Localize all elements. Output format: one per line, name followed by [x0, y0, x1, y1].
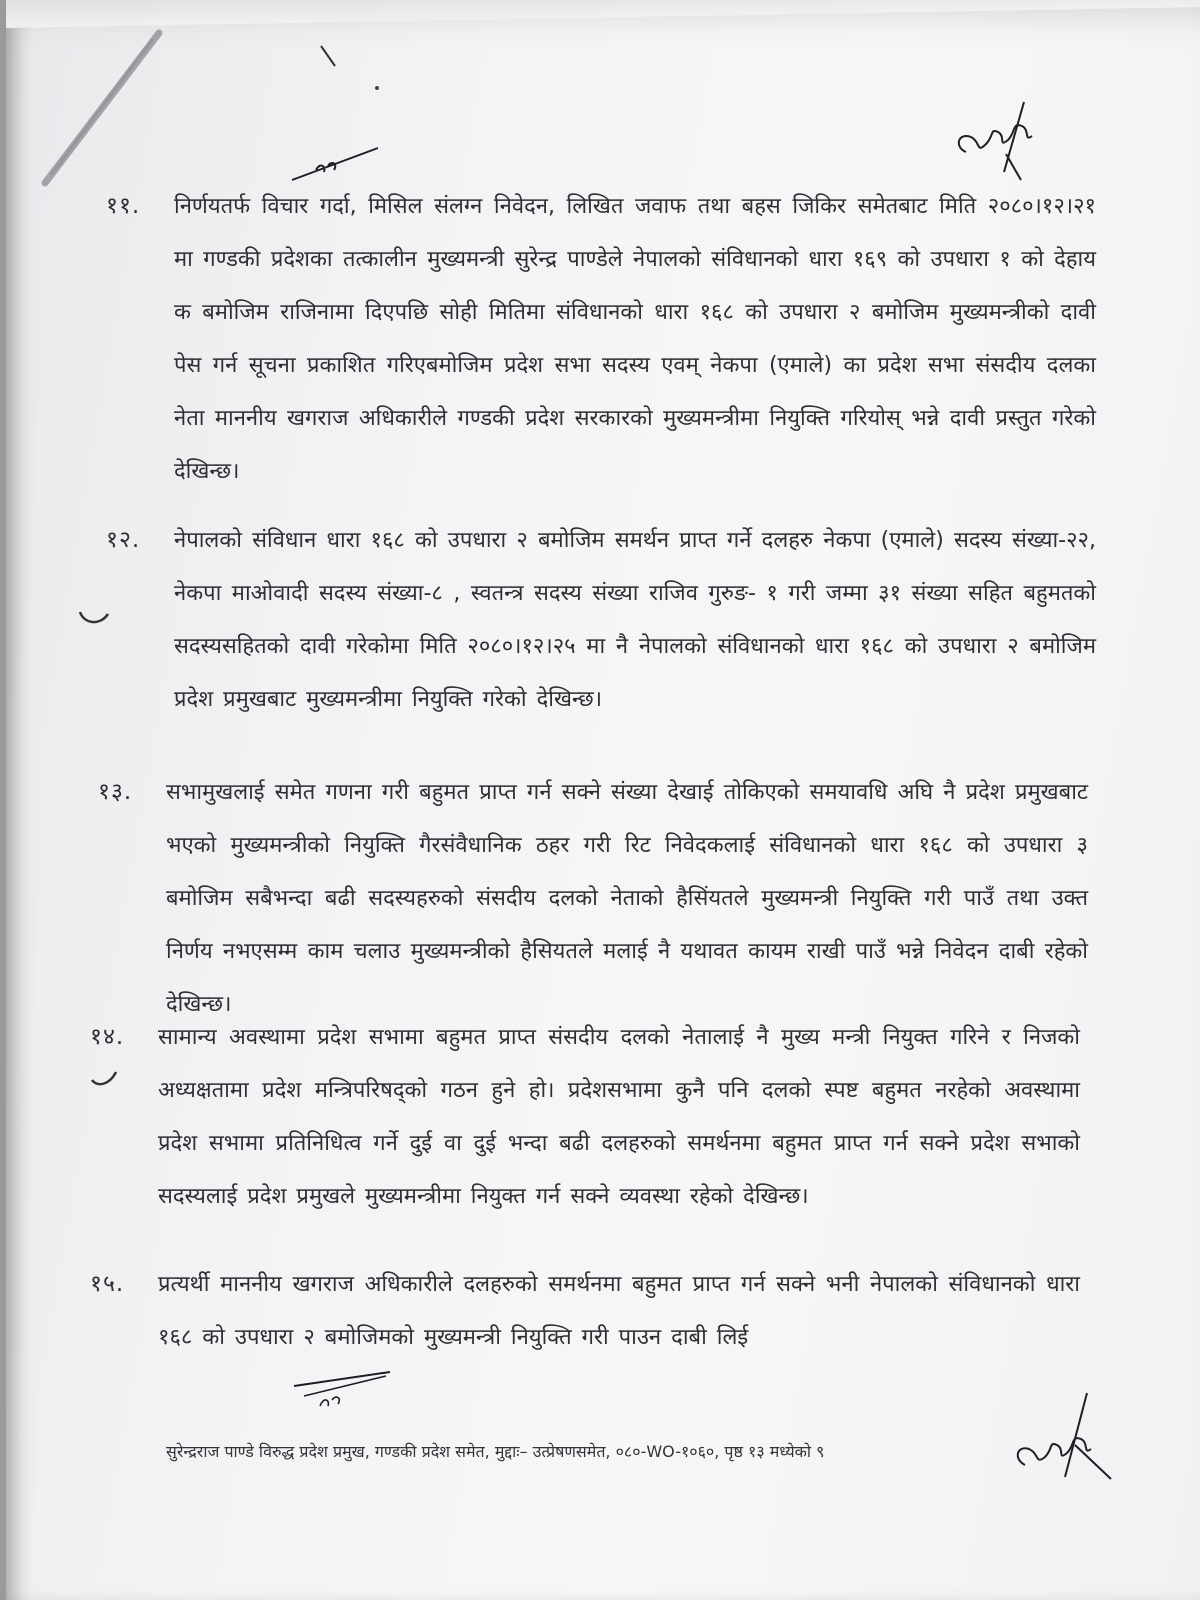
- paragraph-number: १५.: [90, 1271, 125, 1297]
- paragraph-number: १४.: [90, 1024, 125, 1050]
- pencil-stroke-mark: [31, 25, 171, 195]
- page-footer: सुरेन्द्रराज पाण्डे विरुद्ध प्रदेश प्रमुख, गण्डकी प्रदेश समेत, मुद्दाः– उत्प्रेषणसमेत, ०८०-WO-१०६०, पृष्ठ १३ मध्येको ९: [166, 1442, 825, 1461]
- paragraph-11: [106, 180, 1096, 498]
- paragraph-14: [90, 1011, 1080, 1223]
- paragraph-number: ११.: [106, 193, 141, 219]
- signature-top-right: [946, 92, 1046, 187]
- document-page: [6, 0, 1200, 1600]
- paragraph-text: नेपालको संविधान धारा १६८ को उपधारा २ बमोजिम समर्थन प्राप्त गर्ने दलहरु नेकपा (एमाले) सदस्य संख्या-२२, नेकपा माओवादी सदस्य संख्या-८ , स्वतन्त्र सदस्य संख्या राजिव गुरुङ- १ गरी जम्मा ३१ संख्या सहित बहुमतको सदस्यसहितको दावी गरेकोमा मिति २०८०।१२।२५ मा नै नेपालको संविधानको धारा १६८ को उपधारा २ बमोजिम प्रदेश प्रमुखबाट मुख्यमन्त्रीमा नियुक्ति गरेको देखिन्छ।: [174, 528, 1096, 712]
- paragraph-12: [106, 514, 1096, 726]
- paragraph-number: १२.: [106, 527, 141, 553]
- signature-bottom-right: [1011, 1385, 1121, 1485]
- paragraph-text: निर्णयतर्फ विचार गर्दा, मिसिल संलग्न निवेदन, लिखित जवाफ तथा बहस जिकिर समेतबाट मिति २०८०।१२।२१ मा गण्डकी प्रदेशका तत्कालीन मुख्यमन्त्री सुरेन्द्र पाण्डेले नेपालको संविधानको धारा १६९ को उपधारा १ को देहाय क बमोजिम राजिनामा दिएपछि सोही मितिमा संविधानको धारा १६८ को उपधारा २ बमोजिम मुख्यमन्त्रीको दावी पेस गर्न सूचना प्रकाशित गरिएबमोजिम प्रदेश सभा सदस्य एवम् नेकपा (एमाले) का प्रदेश सभा संसदीय दलका नेता माननीय खगराज अधिकारीले गण्डकी प्रदेश सरकारको मुख्यमन्त्रीमा नियुक्ति गरियोस् भन्ने दावी प्रस्तुत गरेको देखिन्छ।: [174, 194, 1096, 484]
- paragraph-text: प्रत्यर्थी माननीय खगराज अधिकारीले दलहरुको समर्थनमा बहुमत प्राप्त गर्न सक्ने भनी नेपालको संविधानको धारा १६८ को उपधारा २ बमोजिमको मुख्यमन्त्री नियुक्ति गरी पाउन दाबी लिई: [158, 1272, 1080, 1350]
- paragraph-text: सामान्य अवस्थामा प्रदेश सभामा बहुमत प्राप्त संसदीय दलको नेतालाई नै मुख्य मन्त्री नियुक्त गरिने र निजको अध्यक्षतामा प्रदेश मन्त्रिपरिषद्को गठन हुने हो। प्रदेशसभामा कुनै पनि दलको स्पष्ट बहुमत नरहेको अवस्थामा प्रदेश सभामा प्रतिनिधित्व गर्ने दुई वा दुई भन्दा बढी दलहरुको समर्थनमा बहुमत प्राप्त गर्न सक्ने प्रदेश सभाको सदस्यलाई प्रदेश प्रमुखले मुख्यमन्त्रीमा नियुक्त गर्न सक्ने व्यवस्था रहेको देखिन्छ।: [158, 1025, 1080, 1209]
- paragraph-13: [98, 766, 1088, 1031]
- paragraph-number: १३.: [98, 779, 133, 805]
- pen-tick-mark: [311, 40, 391, 100]
- paragraph-15: [90, 1258, 1080, 1364]
- paragraph-text: सभामुखलाई समेत गणना गरी बहुमत प्राप्त गर्न सक्ने संख्या देखाई तोकिएको समयावधि अघि नै प्रदेश प्रमुखबाट भएको मुख्यमन्त्रीको नियुक्ति गैरसंवैधानिक ठहर गरी रिट निवेदकलाई संविधानको धारा १६८ को उपधारा ३ बमोजिम सबैभन्दा बढी सदस्यहरुको संसदीय दलको नेताको हैसिंयतले मुख्यमन्त्री नियुक्ति गरी पाउँ तथा उक्त निर्णय नभएसम्म काम चलाउ मुख्यमन्त्रीको हैसियतले मलाई नै यथावत कायम राखी पाउँ भन्ने निवेदन दाबी रहेको देखिन्छ।: [166, 780, 1088, 1017]
- underline-initials-mark: [290, 1370, 400, 1420]
